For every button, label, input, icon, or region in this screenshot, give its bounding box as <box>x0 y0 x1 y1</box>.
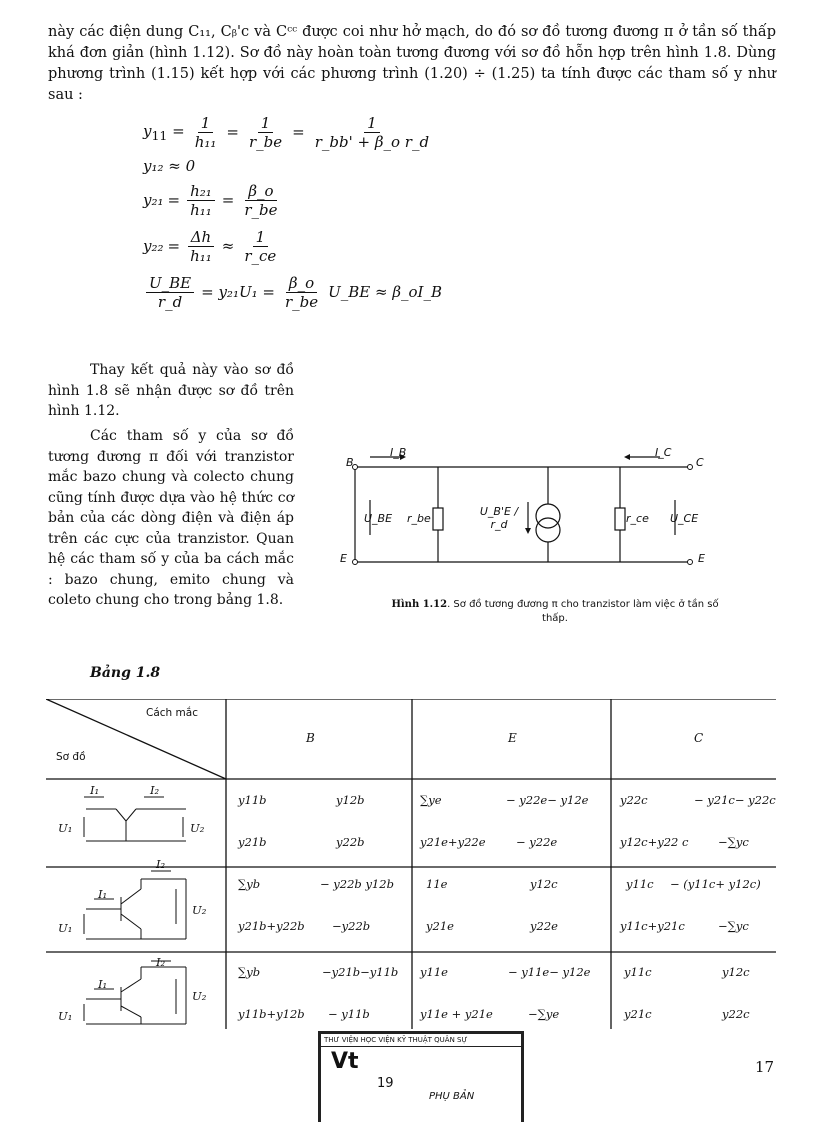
label-i-c: I_C <box>655 446 672 459</box>
schema2-i1: I₁ <box>98 887 108 901</box>
r3-b-0: ∑yb <box>238 965 261 979</box>
r2-b-1: − y22b y12b <box>320 877 394 891</box>
intro-paragraph: này các điện dung C₁₁, Cᵦ'c và Cᶜᶜ được coi như hở mạch, do đó sơ đồ tương đương π ở tần số thấp khá đơn giản (hình 1.12). Sơ đồ này hoàn toàn tương đương với sơ đồ hỗn hợp trên hình 1.8. Dùng phương trình (1.15) kết hợp với các phương trình (1.20) ÷ (1.25) ta tính được các tham số y như sau : <box>48 24 776 103</box>
schema1-u1: U₁ <box>58 821 73 835</box>
table-1-8 <box>46 699 776 1029</box>
r3-c-3: y22c <box>722 1007 750 1021</box>
label-e-left: E <box>340 552 347 565</box>
figure-caption <box>390 598 720 626</box>
col-header-b: B <box>306 731 315 745</box>
stamp-line-4: PHỤ BẢN <box>429 1091 475 1102</box>
stamp-line-2: Vt <box>331 1049 359 1074</box>
r2-c-2: y11c+y21c <box>620 919 685 933</box>
r3-e-0: y11e <box>420 965 448 979</box>
current-source <box>536 504 560 528</box>
schema3-i1: I₁ <box>98 977 108 991</box>
r1-e-0: ∑ye <box>420 793 442 807</box>
schema1-i2: I₂ <box>150 783 160 797</box>
r2-e-3: y22e <box>530 919 558 933</box>
library-stamp <box>318 1031 524 1122</box>
r2-b-0: ∑yb <box>238 877 261 891</box>
label-e-right: E <box>698 552 705 565</box>
label-source: U_B'E / r_d <box>479 505 519 531</box>
r3-e-3: −∑ye <box>528 1007 560 1021</box>
schema1-u2: U₂ <box>190 821 205 835</box>
r2-b-3: −y22b <box>332 919 371 933</box>
schema3-i2: I₂ <box>156 955 166 969</box>
r3-b-3: − y11b <box>328 1007 370 1021</box>
stamp-line-3: 19 <box>377 1076 394 1091</box>
node-c <box>688 465 693 470</box>
eq-y12: y₁₂ ≈ 0 <box>143 157 196 175</box>
col-header-e: E <box>508 731 517 745</box>
caption-text: . Sơ đồ tương đương π cho tranzistor làm việc ở tần số thấp. <box>447 599 719 624</box>
equations-block <box>143 112 543 312</box>
r3-c-2: y21c <box>624 1007 652 1021</box>
r2-b-2: y21b+y22b <box>238 919 305 933</box>
r-be-resistor <box>433 508 443 530</box>
node-e-right <box>688 560 693 565</box>
label-c: C <box>696 456 704 469</box>
figure-1-12-circuit <box>330 440 730 580</box>
r3-e-1: − y11e− y12e <box>508 965 591 979</box>
r1-c-2: y12c+y22 c <box>620 835 689 849</box>
page-number: 17 <box>755 1058 775 1076</box>
r3-e-2: y11e + y21e <box>420 1007 493 1021</box>
eq-ube: $\frac{U\_BE}{r\_d}$ = y₂₁U₁ = $\frac{\beta\_o}{r\_be}$ U_BE ≈ β_oI_B <box>143 272 543 312</box>
label-r-be: r_be <box>407 512 431 525</box>
label-u-be: U_BE <box>364 512 393 525</box>
eq-y22: y₂₂ = $\frac{\Delta h}{\text{h₁₁}}$ ≈ $\frac{1}{r\_ce}$ <box>143 227 277 265</box>
schema2-u1: U₁ <box>58 921 73 935</box>
schema3-u1: U₁ <box>58 1009 73 1023</box>
stamp-line-1: THƯ VIỆN HỌC VIỆN KỸ THUẬT QUÂN SỰ <box>321 1034 521 1047</box>
schema2-i2: I₂ <box>156 857 166 871</box>
r1-b-2: y21b <box>238 835 267 849</box>
col-header-c: C <box>694 731 704 745</box>
r1-c-0: y22c <box>620 793 648 807</box>
r1-b-0: y11b <box>238 793 267 807</box>
eq-y21: y₂₁ = $\frac{\text{h₂₁}}{\text{h₁₁}}$ = $\frac{\beta\_o}{r\_be}$ <box>143 181 278 219</box>
label-r-ce: r_ce <box>626 512 649 525</box>
r3-c-0: y11c <box>624 965 652 979</box>
r1-c-3: −∑yc <box>718 835 749 849</box>
caption-label: Hình 1.12 <box>391 599 448 610</box>
r1-c-1: − y21c− y22c <box>694 793 776 807</box>
schema1-i1: I₁ <box>90 783 100 797</box>
corner-top: Cách mắc <box>146 707 198 719</box>
corner-bottom: Sơ đồ <box>56 751 86 763</box>
r-ce-resistor <box>615 508 625 530</box>
r2-e-2: y21e <box>426 919 454 933</box>
r3-b-1: −y21b−y11b <box>322 965 399 979</box>
label-i-b: I_B <box>390 446 407 459</box>
paragraph-2: Thay kết quả này vào sơ đồ hình 1.8 sẽ nhận được sơ đồ trên hình 1.12. <box>48 362 294 419</box>
r2-c-1: − (y11c+ y12c) <box>670 877 761 891</box>
r1-b-3: y22b <box>336 835 365 849</box>
r2-e-0: 11e <box>426 877 448 891</box>
eq-y11: $y_{11}$ = $\frac{1}{\text{h₁₁}}$ = $\frac{1}{r\_be}$ = $\frac{1}{\text{r\_bb' + β\_o r\_d}}$ <box>143 113 430 151</box>
r2-c-0: y11c <box>626 877 654 891</box>
r1-e-3: − y22e <box>516 835 558 849</box>
r3-b-2: y11b+y12b <box>238 1007 305 1021</box>
r2-e-1: y12c <box>530 877 558 891</box>
node-e-left <box>353 560 358 565</box>
r1-b-1: y12b <box>336 793 365 807</box>
label-b: B <box>346 456 354 469</box>
schema2-u2: U₂ <box>192 903 207 917</box>
label-u-ce: U_CE <box>670 512 699 525</box>
r2-c-3: −∑yc <box>718 919 749 933</box>
r1-e-1: − y22e− y12e <box>506 793 589 807</box>
schema3-u2: U₂ <box>192 989 207 1003</box>
r1-e-2: y21e+y22e <box>420 835 486 849</box>
paragraph-3: Các tham số y của sơ đồ tương đương π đối với tranzistor mắc bazo chung và colecto chung cũng tính được dựa vào hệ thức cơ bản của các dòng điện và điện áp trên các cực của tranzistor. Quan hệ các tham số y của ba cách mắc : bazo chung, emito chung và coleto chung cho trong bảng 1.8. <box>48 428 294 608</box>
table-title: Bảng 1.8 <box>90 665 161 681</box>
r3-c-1: y12c <box>722 965 750 979</box>
